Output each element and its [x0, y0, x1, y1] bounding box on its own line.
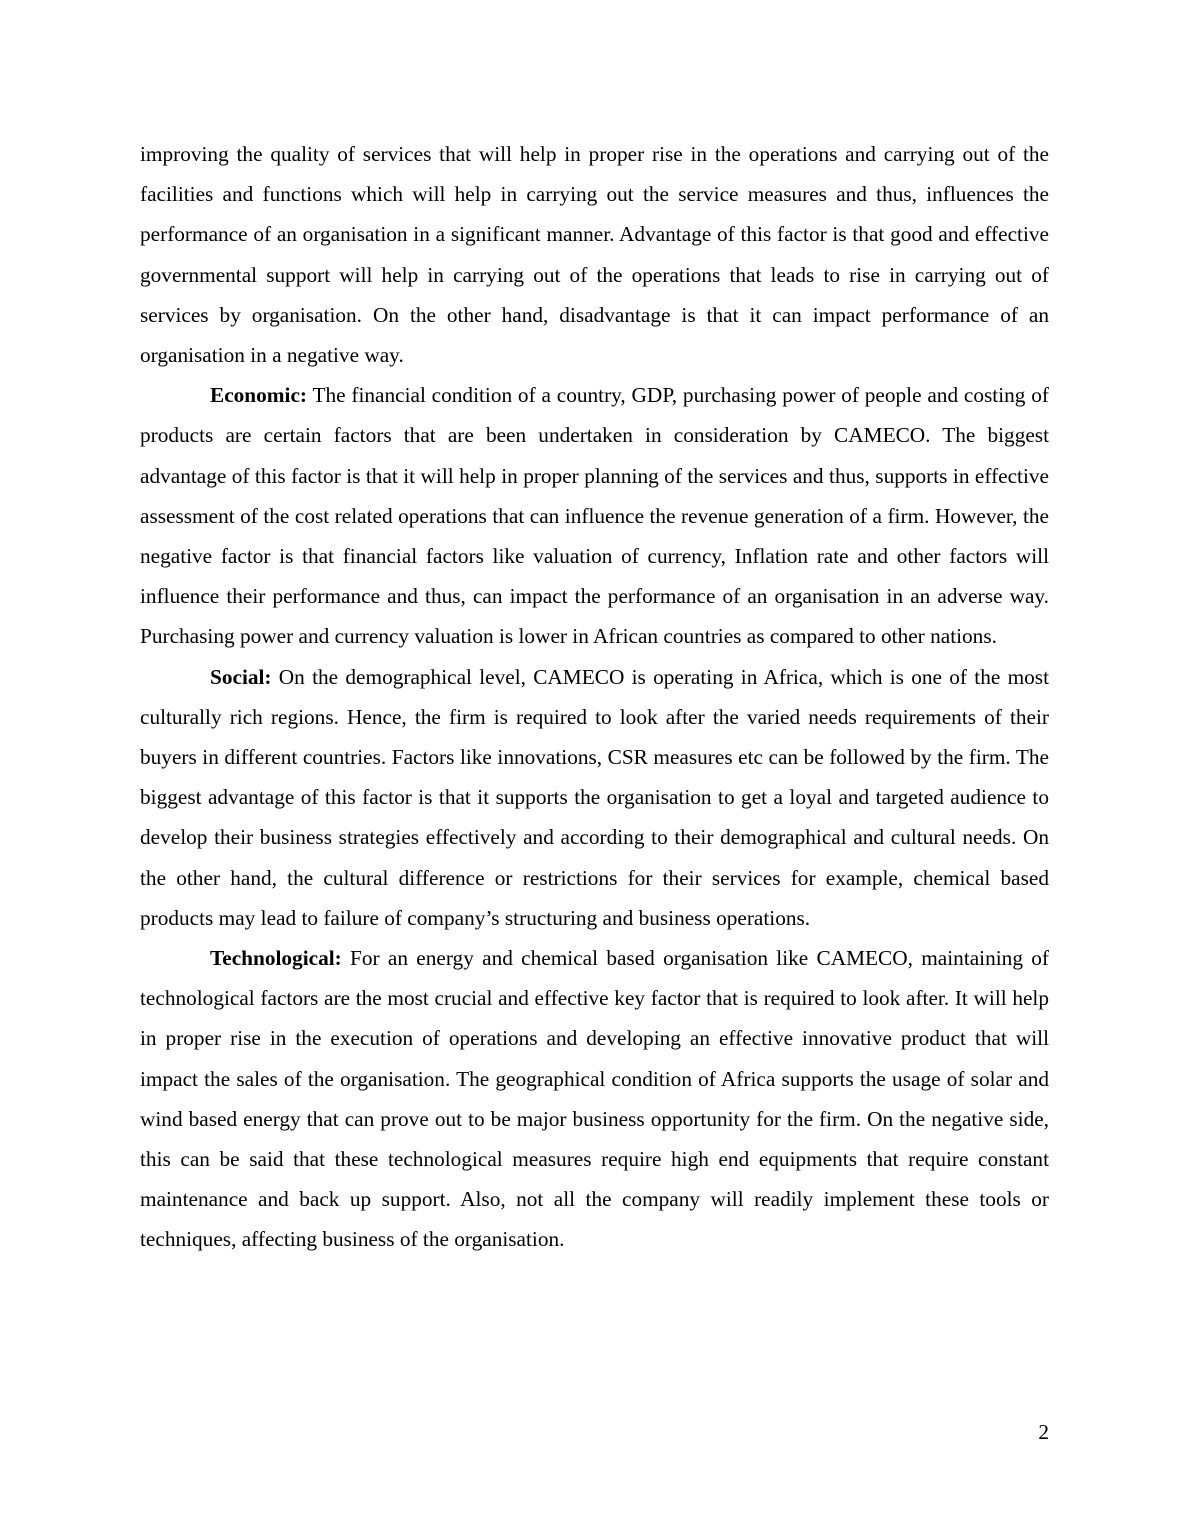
paragraph-technological [140, 938, 1049, 1260]
paragraph-heading-technological: Technological: [210, 946, 342, 971]
paragraph-text: improving the quality of services that will help in proper rise in the operations and carrying out of the facilities and functions which will help in carrying out the service measures and thus, influences the performance of an organisation in a significant manner. Advantage of this factor is that good and effective governmental support will help in carrying out of the operations that leads to rise in carrying out of services by organisation. On the other hand, disadvantage is that it can impact performance of an organisation in a negative way. [140, 142, 1049, 368]
page-number: 2 [1038, 1420, 1049, 1444]
paragraph-heading-economic: Economic: [210, 383, 308, 408]
document-body [140, 134, 1049, 1260]
paragraph-economic [140, 375, 1049, 656]
paragraph-political-continued [140, 134, 1049, 375]
paragraph-social [140, 657, 1049, 938]
paragraph-text: The financial condition of a country, GDP, purchasing power of people and costing of products are certain factors that are been undertaken in consideration by CAMECO. The biggest advantage of this factor is that it will help in proper planning of the services and thus, supports in effective assessment of the cost related operations that can influence the revenue generation of a firm. However, the negative factor is that financial factors like valuation of currency, Inflation rate and other factors will influence their performance and thus, can impact the performance of an organisation in an adverse way. Purchasing power and currency valuation is lower in African countries as compared to other nations. [140, 383, 1049, 649]
paragraph-heading-social: Social: [210, 664, 272, 689]
paragraph-text: For an energy and chemical based organisation like CAMECO, maintaining of technological factors are the most crucial and effective key factor that is required to look after. It will help in proper rise in the execution of operations and developing an effective innovative product that will impact the sales of the organisation. The geographical condition of Africa supports the usage of solar and wind based energy that can prove out to be major business opportunity for the firm. On the negative side, this can be said that these technological measures require high end equipments that require constant maintenance and back up support. Also, not all the company will readily implement these tools or techniques, affecting business of the organisation. [140, 946, 1049, 1252]
paragraph-text: On the demographical level, CAMECO is operating in Africa, which is one of the most culturally rich regions. Hence, the firm is required to look after the varied needs requirements of their buyers in different countries. Factors like innovations, CSR measures etc can be followed by the firm. The biggest advantage of this factor is that it supports the organisation to get a loyal and targeted audience to develop their business strategies effectively and according to their demographical and cultural needs. On the other hand, the cultural difference or restrictions for their services for example, chemical based products may lead to failure of company’s structuring and business operations. [140, 664, 1049, 930]
